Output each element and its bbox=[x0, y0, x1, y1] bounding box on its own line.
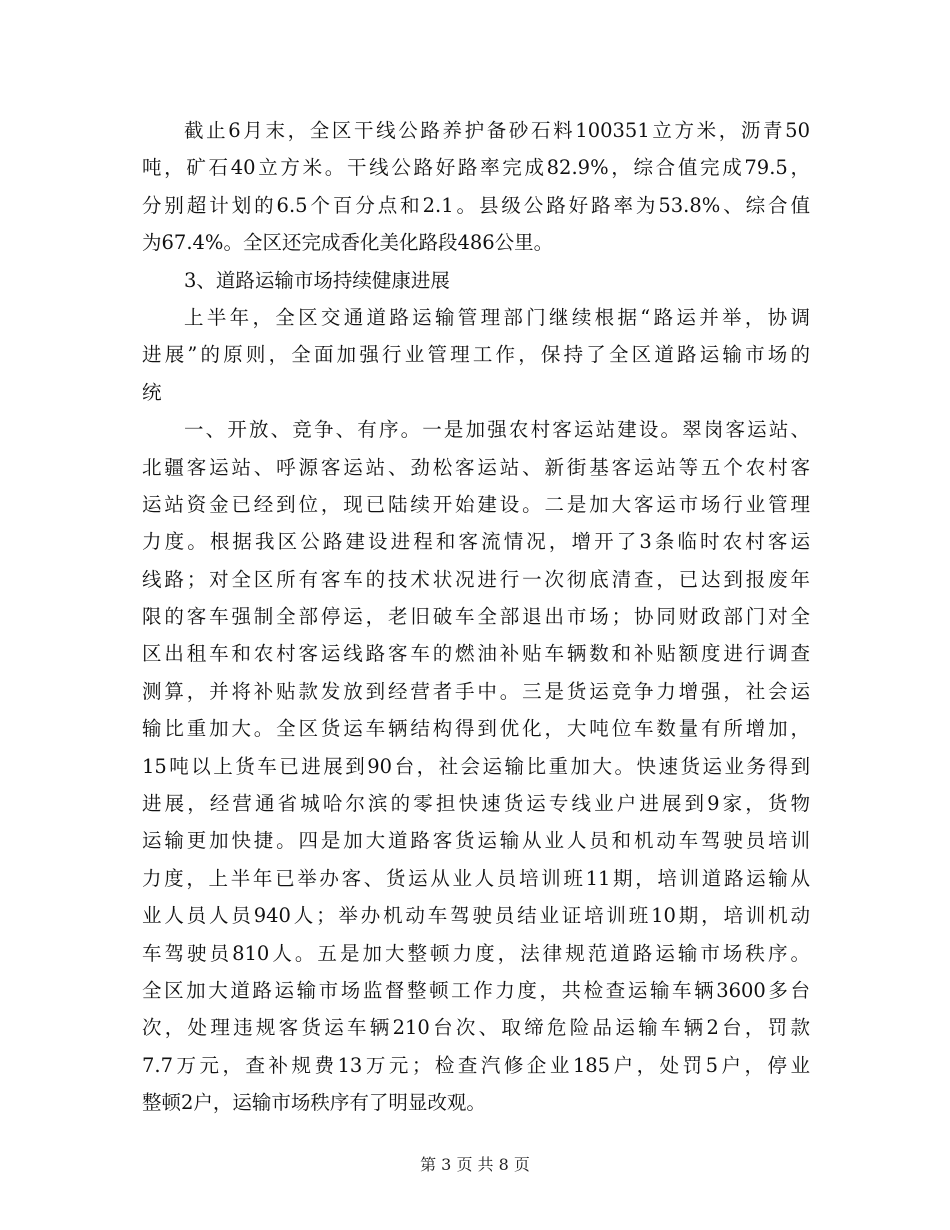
text-line: 一、开放、竞争、有序。一是加强农村客运站建设。翠岗客运站、 bbox=[184, 418, 810, 442]
text-line: 统 bbox=[142, 380, 162, 404]
text-line: 进展，经营通省城哈尔滨的零担快速货运专线业户进展到9家，货物 bbox=[142, 792, 810, 816]
text-line: 截止6月末，全区干线公路养护备砂石料100351立方米，沥青50 bbox=[184, 119, 810, 142]
text-line: 整顿2户，运输市场秩序有了明显改观。 bbox=[142, 1091, 486, 1115]
text-line: 7.7万元，查补规费13万元；检查汽修企业185户，处罚5户，停业 bbox=[142, 1053, 810, 1077]
text-line: 北疆客运站、呼源客运站、劲松客运站、新街基客运站等五个农村客 bbox=[142, 455, 810, 479]
document-body bbox=[142, 112, 810, 1122]
text-line: 进展”的原则，全面加强行业管理工作，保持了全区道路运输市场的 bbox=[142, 343, 810, 367]
text-line: 限的客车强制全部停运，老旧破车全部退出市场；协同财政部门对全 bbox=[142, 605, 810, 629]
text-line: 3、道路运输市场持续健康进展 bbox=[184, 268, 450, 292]
text-line: 次，处理违规客货运车辆210台次、取缔危险品运输车辆2台，罚款 bbox=[142, 1016, 810, 1040]
section-heading bbox=[142, 262, 810, 299]
text-line: 运输更加快捷。四是加大道路客货运输从业人员和机动车驾驶员培训 bbox=[142, 829, 810, 853]
text-line: 输比重加大。全区货运车辆结构得到优化，大吨位车数量有所增加， bbox=[142, 717, 810, 741]
paragraph-maintenance bbox=[142, 112, 810, 262]
text-line: 为67.4%。全区还完成香化美化路段486公里。 bbox=[142, 231, 554, 255]
text-line: 业人员人员940人；举办机动车驾驶员结业证培训班10期，培训机动 bbox=[142, 904, 810, 928]
text-line: 力度。根据我区公路建设进程和客流情况，增开了3条临时农村客运 bbox=[142, 530, 810, 554]
text-line: 吨，矿石40立方米。干线公路好路率完成82.9%，综合值完成79.5， bbox=[142, 156, 810, 180]
text-line: 区出租车和农村客运线路客车的燃油补贴车辆数和补贴额度进行调查 bbox=[142, 642, 810, 666]
text-line: 运站资金已经到位，现已陆续开始建设。二是加大客运市场行业管理 bbox=[142, 492, 810, 516]
text-line: 15吨以上货车已进展到90台，社会运输比重加大。快速货运业务得到 bbox=[142, 754, 810, 778]
text-line: 线路；对全区所有客车的技术状况进行一次彻底清查，已达到报废年 bbox=[142, 567, 810, 591]
text-line: 上半年，全区交通道路运输管理部门继续根据“路运并举，协调 bbox=[184, 305, 810, 329]
text-line: 测算，并将补贴款发放到经营者手中。三是货运竞争力增强，社会运 bbox=[142, 679, 810, 703]
text-line: 分别超计划的6.5个百分点和2.1。县级公路好路率为53.8%、综合值 bbox=[142, 193, 810, 217]
page-number-footer: 第 3 页 共 8 页 bbox=[420, 1155, 530, 1174]
paragraph-intro bbox=[142, 299, 810, 411]
text-line: 全区加大道路运输市场监督整顿工作力度，共检查运输车辆3600多台 bbox=[142, 978, 810, 1002]
text-line: 车驾驶员810人。五是加大整顿力度，法律规范道路运输市场秩序。 bbox=[142, 941, 810, 965]
paragraph-measures bbox=[142, 411, 810, 1121]
text-line: 力度，上半年已举办客、货运从业人员培训班11期，培训道路运输从 bbox=[142, 866, 810, 890]
